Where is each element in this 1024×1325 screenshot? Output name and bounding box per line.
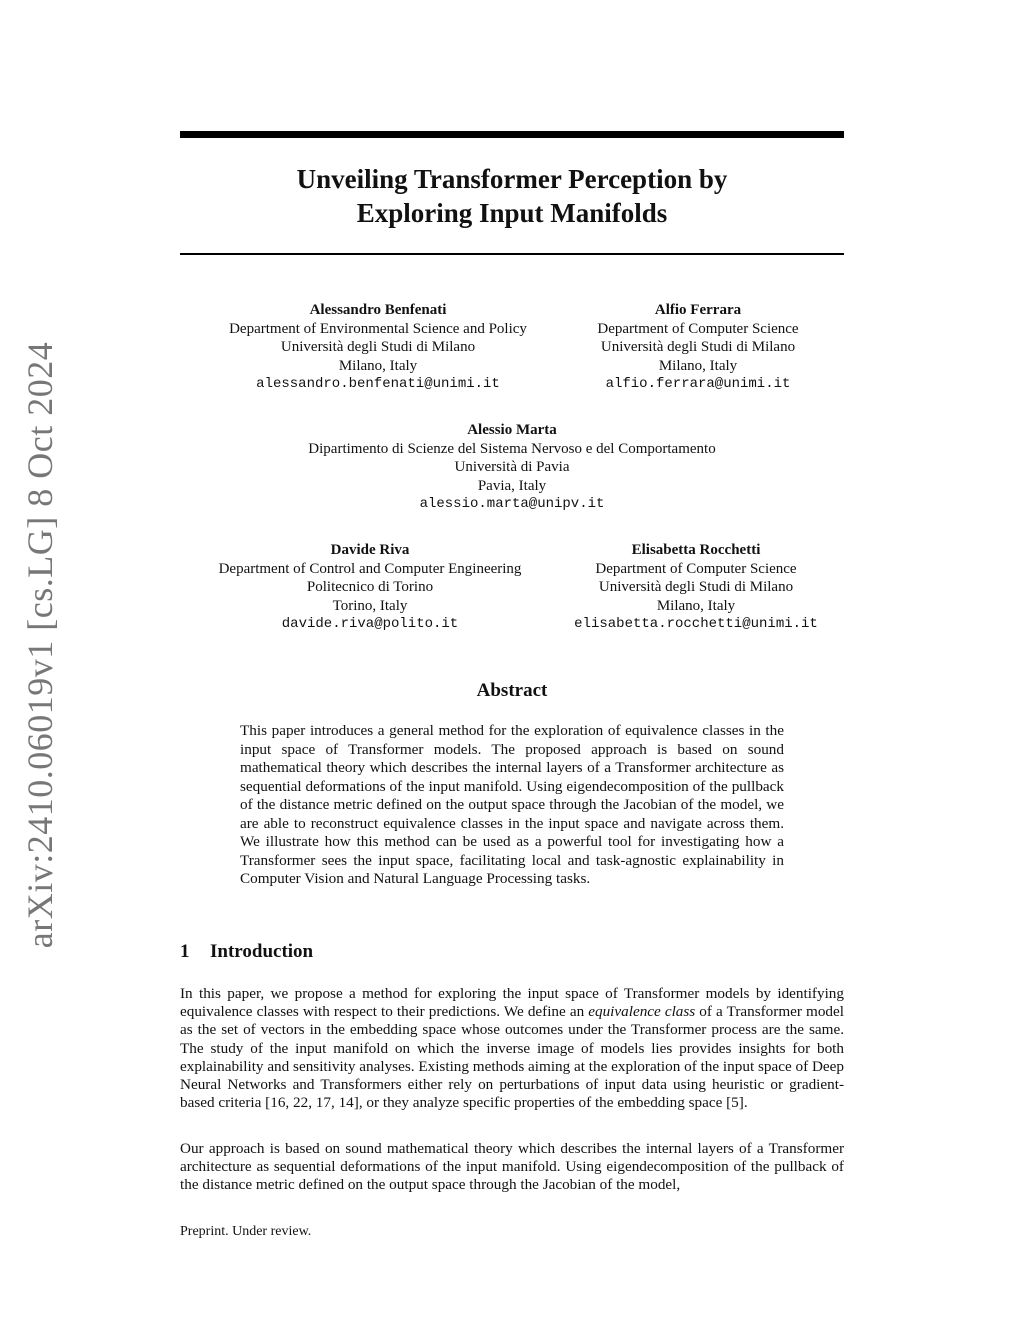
- author-email: davide.riva@polito.it: [281, 616, 459, 632]
- author-location: Milano, Italy: [656, 597, 736, 614]
- author-name: Alessio Marta: [467, 422, 557, 438]
- author-department: Dipartimento di Scienze del Sistema Nervoso e del Comportamento: [308, 440, 716, 457]
- author-location: Milano, Italy: [658, 357, 738, 374]
- section-title: Introduction: [210, 941, 314, 962]
- author-location: Pavia, Italy: [477, 477, 547, 494]
- author-email: alessio.marta@unipv.it: [419, 496, 605, 512]
- author-block-4: [219, 541, 522, 634]
- paragraph-text: of a Transformer model as the set of vectors in the embedding space whose outcomes under the Transformer process are the same. The study of the input manifold on which the inverse image of models lies provides insights for both explainability and sensitivity analyses. Existing methods aiming at the exploration of the input space of Deep Neural Networks and Transformers either rely on perturbations of input data using heuristic or gradient-based criteria [16, 22, 17, 14], or they analyze specific properties of the embedding space [5].: [180, 1003, 844, 1112]
- paragraph-text: In this paper, we propose a method for exploring the input space of Transformer models by identifying equivalence classes with respect to their predictions. We define an: [180, 985, 844, 1021]
- author-name: Davide Riva: [330, 542, 410, 558]
- title-line-2: Exploring Input Manifolds: [356, 198, 668, 228]
- intro-paragraph-1: [180, 985, 844, 1112]
- title-bottom-rule: [180, 253, 844, 255]
- author-email: alfio.ferrara@unimi.it: [605, 376, 791, 392]
- abstract-heading: Abstract: [476, 680, 548, 701]
- arxiv-identifier: arXiv:2410.06019v1 [cs.LG] 8 Oct 2024: [20, 341, 60, 949]
- title-top-rule: [180, 131, 844, 138]
- section-number: 1: [180, 941, 190, 962]
- author-university: Università degli Studi di Milano: [280, 339, 476, 355]
- emphasized-term: equivalence class: [588, 1003, 696, 1021]
- paper-title: [180, 162, 844, 230]
- author-block-3: [308, 421, 715, 514]
- author-university: Università degli Studi di Milano: [600, 339, 796, 355]
- author-department: Department of Computer Science: [595, 560, 797, 577]
- author-block-2: [597, 301, 798, 394]
- author-university: Politecnico di Torino: [306, 579, 434, 595]
- author-name: Alfio Ferrara: [654, 302, 742, 318]
- author-name: Alessandro Benfenati: [309, 302, 447, 318]
- author-email: elisabetta.rocchetti@unimi.it: [574, 616, 818, 632]
- author-block-5: [574, 541, 818, 634]
- author-department: Department of Computer Science: [597, 320, 799, 337]
- author-university: Università di Pavia: [454, 459, 570, 475]
- author-university: Università degli Studi di Milano: [598, 579, 794, 595]
- intro-paragraph-2: Our approach is based on sound mathematical theory which describes the internal layers of a Transformer architecture as sequential deformations of the input manifold. Using eigendecomposition of the pullback of the distance metric defined on the output space through the Jacobian of the model,: [180, 1140, 844, 1194]
- author-name: Elisabetta Rocchetti: [631, 542, 761, 558]
- abstract-text: This paper introduces a general method for the exploration of equivalence classes in the input space of Transformer models. The proposed approach is based on sound mathematical theory which describes the internal layers of a Transformer architecture as sequential deformations of the input manifold. Using eigendecomposition of the pullback of the distance metric defined on the output space through the Jacobian of the model, we are able to reconstruct equivalence classes in the input space and navigate across them. We illustrate how this method can be used as a powerful tool for investigating how a Transformer sees the input space, facilitating local and task-agnostic explainability in Computer Vision and Natural Language Processing tasks.: [240, 722, 784, 887]
- author-block-1: [229, 301, 527, 394]
- author-location: Torino, Italy: [332, 597, 408, 614]
- title-line-1: Unveiling Transformer Perception by: [296, 164, 728, 194]
- section-heading-introduction: [180, 941, 313, 963]
- author-department: Department of Control and Computer Engineering: [218, 560, 522, 577]
- author-email: alessandro.benfenati@unimi.it: [256, 376, 500, 392]
- author-department: Department of Environmental Science and Policy: [229, 320, 527, 337]
- preprint-footnote: Preprint. Under review.: [180, 1224, 312, 1239]
- author-location: Milano, Italy: [338, 357, 418, 374]
